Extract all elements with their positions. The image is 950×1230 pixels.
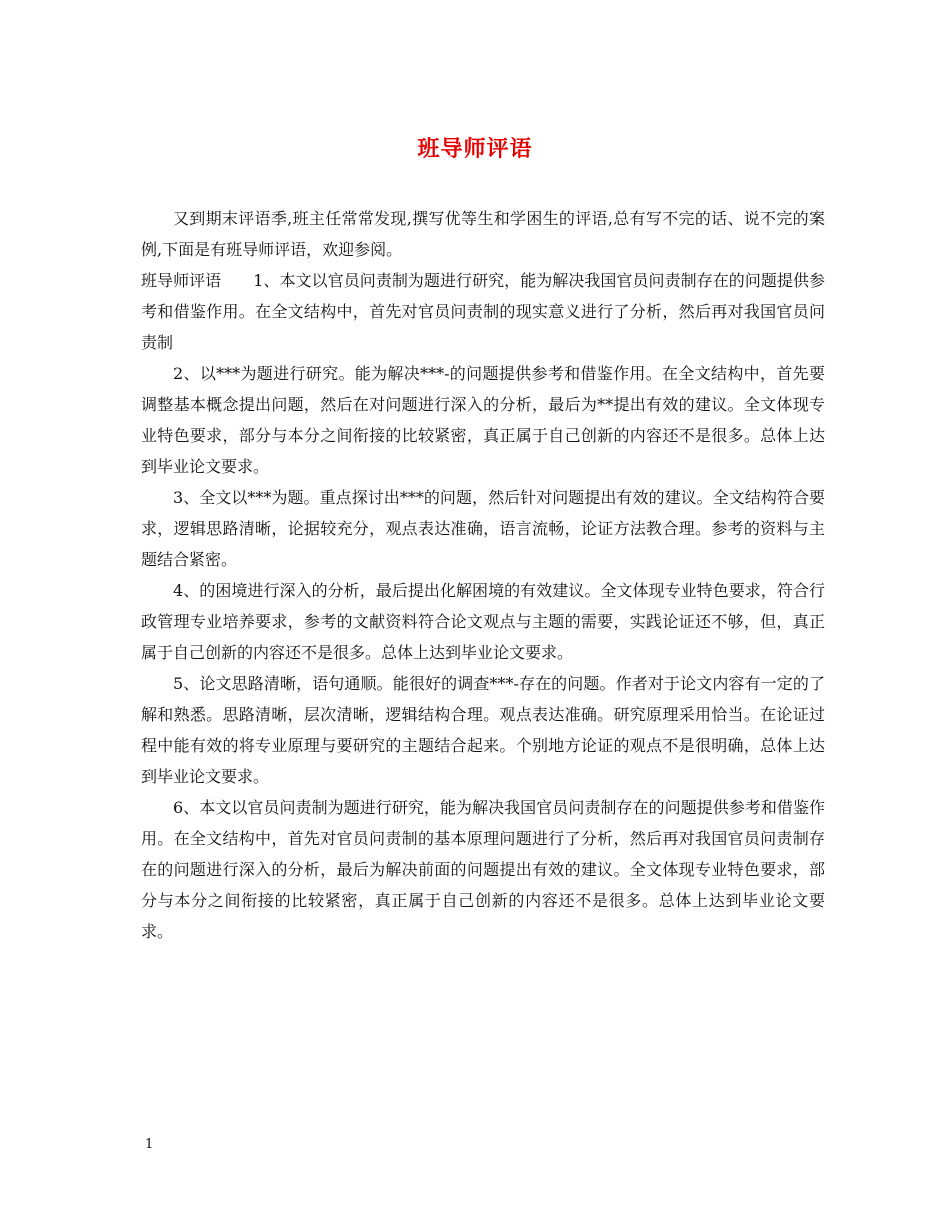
document-body [141, 203, 825, 947]
paragraph-1: 班导师评语 1、本文以官员问责制为题进行研究，能为解决我国官员问责制存在的问题提供参考和借鉴作用。在全文结构中，首先对官员问责制的现实意义进行了分析，然后再对我国官员问责制 [141, 271, 825, 352]
paragraph-3: 3、全文以***为题。重点探讨出***的问题，然后针对问题提出有效的建议。全文结构符合要求，逻辑思路清晰，论据较充分，观点表达准确，语言流畅，论证方法教合理。参考的资料与主题结合紧密。 [141, 488, 825, 569]
paragraph-6: 6、本文以官员问责制为题进行研究，能为解决我国官员问责制存在的问题提供参考和借鉴作用。在全文结构中，首先对官员问责制的基本原理问题进行了分析，然后再对我国官员问责制存在的问题进行深入的分析，最后为解决前面的问题提出有效的建议。全文体现专业特色要求，部分与本分之间衔接的比较紧密，真正属于自己创新的内容还不是很多。总体上达到毕业论文要求。 [141, 798, 825, 941]
page-number: 1 [145, 1137, 154, 1152]
intro-paragraph: 又到期末评语季,班主任常常发现,撰写优等生和学困生的评语,总有写不完的话、说不完的案例,下面是有班导师评语，欢迎参阅。 [141, 209, 825, 259]
document-title: 班导师评语 [417, 136, 533, 162]
paragraph-4: 4、的困境进行深入的分析，最后提出化解困境的有效建议。全文体现专业特色要求，符合行政管理专业培养要求，参考的文献资料符合论文观点与主题的需要，实践论证还不够，但，真正属于自己创新的内容还不是很多。总体上达到毕业论文要求。 [141, 581, 825, 662]
paragraph-5: 5、论文思路清晰，语句通顺。能很好的调查***-存在的问题。作者对于论文内容有一定的了解和熟悉。思路清晰，层次清晰，逻辑结构合理。观点表达准确。研究原理采用恰当。在论证过程中能有效的将专业原理与要研究的主题结合起来。个别地方论证的观点不是很明确，总体上达到毕业论文要求。 [141, 674, 825, 786]
paragraph-2: 2、以***为题进行研究。能为解决***-的问题提供参考和借鉴作用。在全文结构中，首先要调整基本概念提出问题，然后在对问题进行深入的分析，最后为**提出有效的建议。全文体现专业特色要求，部分与本分之间衔接的比较紧密，真正属于自己创新的内容还不是很多。总体上达到毕业论文要求。 [141, 364, 825, 476]
